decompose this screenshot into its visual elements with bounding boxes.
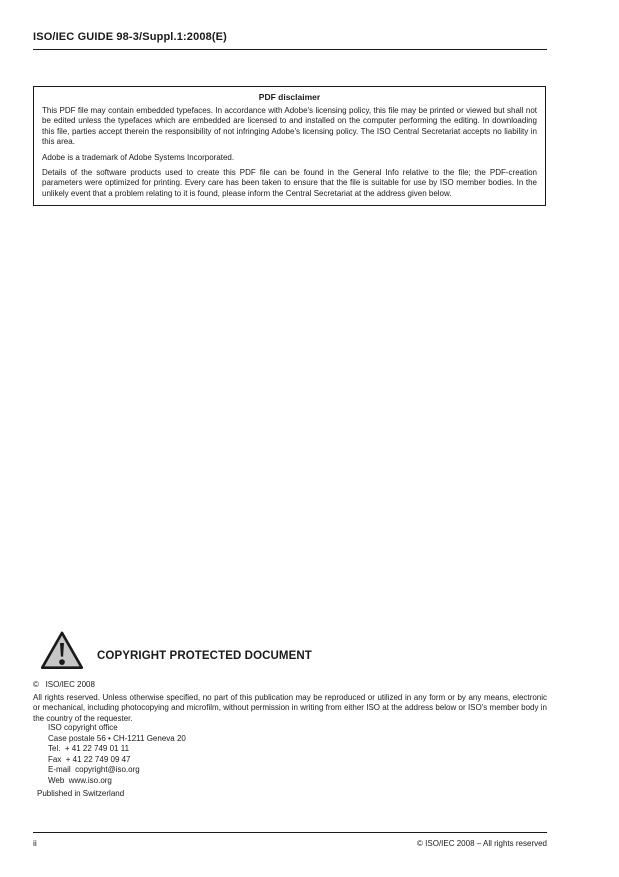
published-in-line: Published in Switzerland — [37, 789, 125, 798]
address-line-web: Web www.iso.org — [48, 775, 112, 785]
warning-triangle-icon — [40, 629, 84, 672]
iso-address-block — [48, 723, 186, 786]
exclamation-dot — [59, 659, 65, 665]
address-line: Case postale 56 • CH-1211 Geneva 20 — [48, 733, 186, 743]
document-reference-title: ISO/IEC GUIDE 98-3/Suppl.1:2008(E) — [33, 31, 227, 43]
footer-copyright-notice: © ISO/IEC 2008 – All rights reserved — [417, 839, 547, 848]
address-line-tel: Tel. + 41 22 749 01 11 — [48, 744, 130, 753]
disclaimer-title: PDF disclaimer — [258, 92, 321, 102]
copyright-symbol-line: © ISO/IEC 2008 — [33, 680, 95, 689]
page-number: ii — [33, 838, 37, 848]
rights-reserved-text: All rights reserved. Unless otherwise specified, no part of this publication may be reproduced or utilized in any form or by any means, electronic or mechanical, including photocopying and microfilm, without permission in writing from either ISO at the address below or ISO's member body in the country of the requester. — [33, 693, 547, 723]
address-line-fax: Fax + 41 22 749 09 47 — [48, 754, 131, 764]
page-header — [33, 31, 547, 50]
address-line-email: E-mail copyright@iso.org — [48, 765, 140, 774]
disclaimer-paragraph: Details of the software products used to create this PDF file can be found in the General Info relative to the file; the PDF-creation parameters were optimized for printing. Every care has been taken to ensure that the file is suitable for use by ISO member bodies. In the unlikely event that a problem relating to it is found, please inform the Central Secretariat at the address given below. — [42, 168, 537, 198]
disclaimer-paragraph: This PDF file may contain embedded typefaces. In accordance with Adobe's licensing policy, this file may be printed or viewed but shall not be edited unless the typefaces which are embedded are licensed to and installed on the computer performing the editing. In downloading this file, parties accept therein the responsibility of not infringing Adobe's licensing policy. The ISO Central Secretariat accepts no liability in this area. — [42, 106, 537, 147]
footer-rule — [33, 832, 547, 833]
address-line: ISO copyright office — [48, 723, 118, 732]
disclaimer-paragraph: Adobe is a trademark of Adobe Systems Incorporated. — [42, 152, 235, 162]
copyright-protected-heading: COPYRIGHT PROTECTED DOCUMENT — [97, 650, 312, 662]
pdf-disclaimer-box — [33, 86, 546, 206]
